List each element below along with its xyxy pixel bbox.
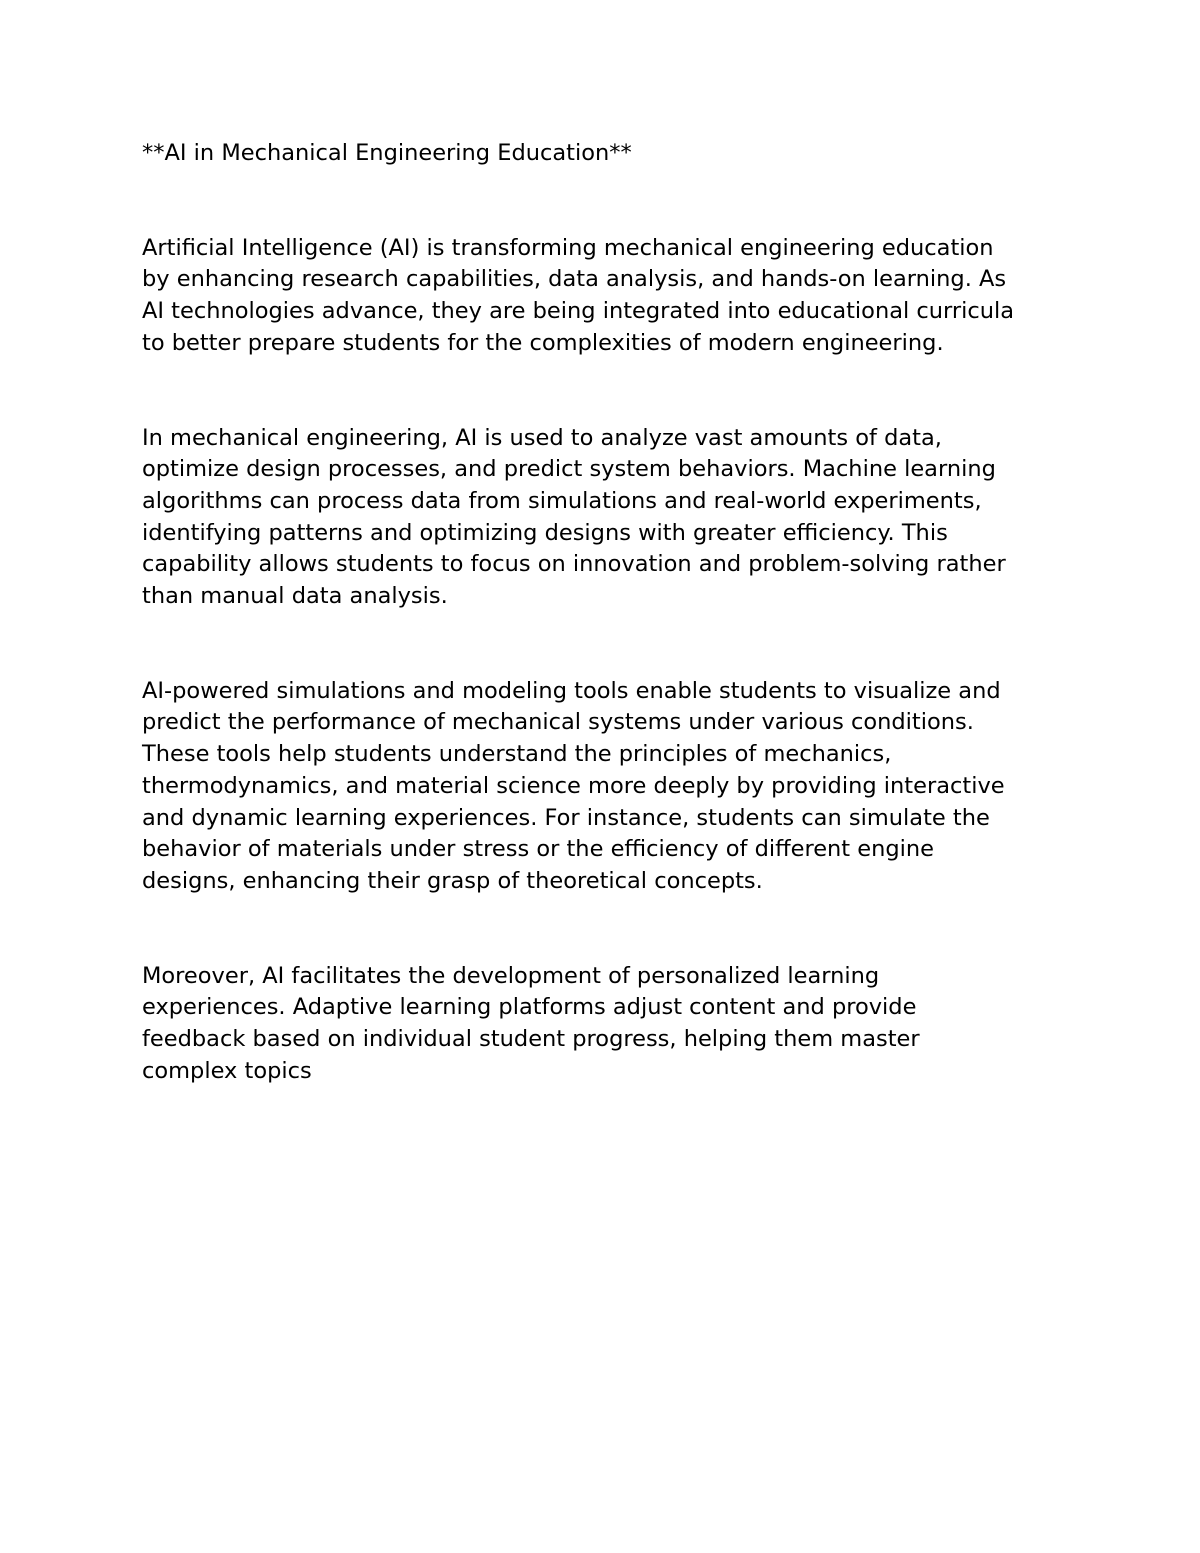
document-body: [142, 138, 1082, 1087]
spacer: [142, 613, 1082, 676]
spacer: [142, 360, 1082, 423]
paragraph-intro: Artificial Intelligence (AI) is transforming mechanical engineering education by enhancing research capabilities, data analysis, and hands-on learning. As AI technologies advance, they are being integrated into educational curricula to better prepare students for the complexities of modern engineering.: [142, 234, 1015, 356]
spacer: [142, 898, 1082, 961]
paragraph-data-analysis: In mechanical engineering, AI is used to analyze vast amounts of data, optimize design processes, and predict system behaviors. Machine learning algorithms can process data from simulations and real-world experiments, identifying patterns and optimizing designs with greater efficiency. This capability allows students to focus on innovation and problem-solving rather than manual data analysis.: [142, 424, 1006, 610]
paragraph-simulations: AI-powered simulations and modeling tools enable students to visualize and predict the performance of mechanical systems under various conditions. These tools help students understand the principles of mechanics, thermodynamics, and material science more deeply by providing interactive and dynamic learning experiences. For instance, students can simulate the behavior of materials under stress or the efficiency of different engine designs, enhancing their grasp of theoretical concepts.: [142, 677, 1005, 894]
spacer: [142, 170, 1082, 233]
document-title: **AI in Mechanical Engineering Education**: [142, 140, 632, 166]
paragraph-personalized-learning: Moreover, AI facilitates the development of personalized learning experiences. Adaptive learning platforms adjust content and provide feedback based on individual student progress, helping them master complex topics: [142, 962, 920, 1084]
